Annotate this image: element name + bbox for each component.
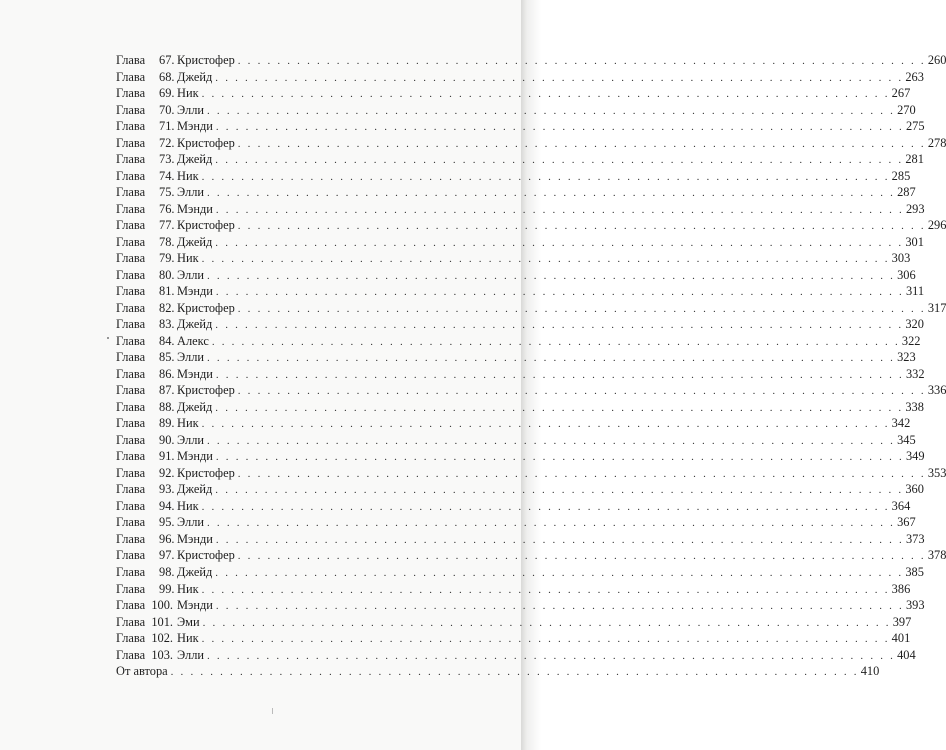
dot-leader: . . . . . . . . . . . . . . . . . . . . . . . . . . . . . . . . . . . . . . . . . . . . . . . . . . . . . . . . . . . . . . . . . . . . . . [237, 385, 926, 398]
chapter-number: 94. [159, 498, 175, 513]
dot-leader: . . . . . . . . . . . . . . . . . . . . . . . . . . . . . . . . . . . . . . . . . . . . . . . . . . . . . . . . . . . . . . . . . . . . . . [207, 104, 896, 117]
chapter-title: Джейд [177, 317, 213, 332]
chapter-title: Элли [177, 432, 205, 447]
chapter-label: Глава [116, 614, 146, 629]
chapter-title: Элли [177, 267, 205, 282]
chapter-number: 83. [159, 317, 175, 332]
chapter-number: 86. [159, 366, 175, 381]
chapter-label: Глава [116, 581, 146, 596]
toc-entry [116, 514, 916, 531]
page-number: 296 [927, 218, 946, 233]
page-number: 270 [897, 102, 916, 117]
chapter-number: 82. [159, 300, 175, 315]
chapter-label: Глава [116, 284, 146, 299]
chapter-title: Ник [177, 498, 199, 513]
chapter-title: Элли [177, 185, 205, 200]
dot-leader: . . . . . . . . . . . . . . . . . . . . . . . . . . . . . . . . . . . . . . . . . . . . . . . . . . . . . . . . . . . . . . . . . . . . . . [201, 253, 890, 266]
chapter-number: 102. [151, 631, 173, 646]
chapter-label: Глава [116, 102, 146, 117]
chapter-label: Глава [116, 168, 146, 183]
dot-leader: . . . . . . . . . . . . . . . . . . . . . . . . . . . . . . . . . . . . . . . . . . . . . . . . . . . . . . . . . . . . . . . . . . . . . . [215, 401, 904, 414]
page-number: 404 [897, 647, 916, 662]
toc-entry [116, 366, 925, 383]
chapter-title: Кристофер [177, 300, 235, 315]
chapter-label: Глава [116, 119, 146, 134]
toc-entry [116, 647, 916, 664]
dot-leader: . . . . . . . . . . . . . . . . . . . . . . . . . . . . . . . . . . . . . . . . . . . . . . . . . . . . . . . . . . . . . . . . . . . . . . [237, 220, 926, 233]
page-number: 317 [927, 300, 946, 315]
page-number: 397 [892, 614, 912, 629]
chapter-label: Глава [116, 498, 146, 513]
chapter-title: Кристофер [177, 135, 235, 150]
chapter-label: Глава [116, 185, 146, 200]
dot-leader: . . . . . . . . . . . . . . . . . . . . . . . . . . . . . . . . . . . . . . . . . . . . . . . . . . . . . . . . . . . . . . . . . . . . . . [215, 236, 904, 249]
page-number: 373 [905, 531, 925, 546]
dot-leader: . . . . . . . . . . . . . . . . . . . . . . . . . . . . . . . . . . . . . . . . . . . . . . . . . . . . . . . . . . . . . . . . . . . . . . [207, 269, 896, 282]
toc-entry [116, 184, 916, 201]
table-of-contents [116, 52, 946, 680]
toc-entry [116, 564, 924, 581]
chapter-label: Глава [116, 135, 146, 150]
toc-entry [116, 614, 912, 631]
chapter-title: Ник [177, 251, 199, 266]
toc-entry [116, 333, 921, 350]
page-number: 386 [891, 581, 911, 596]
chapter-label: Глава [116, 69, 146, 84]
dot-leader: . . . . . . . . . . . . . . . . . . . . . . . . . . . . . . . . . . . . . . . . . . . . . . . . . . . . . . . . . . . . . . . . . . . . . . [211, 335, 900, 348]
page-number: 367 [897, 515, 916, 530]
chapter-number: 78. [159, 234, 175, 249]
page-number: 293 [905, 201, 925, 216]
page-number: 378 [927, 548, 946, 563]
chapter-label: Глава [116, 598, 146, 613]
chapter-title: Мэнди [177, 366, 213, 381]
chapter-label: Глава [116, 416, 146, 431]
chapter-label: Глава [116, 449, 146, 464]
page-number: 301 [905, 234, 924, 249]
chapter-number: 89. [159, 416, 175, 431]
toc-entry [116, 267, 916, 284]
chapter-number: 95. [159, 515, 175, 530]
chapter-title: Мэнди [177, 598, 213, 613]
chapter-title: Мэнди [177, 119, 213, 134]
chapter-title: Ник [177, 581, 199, 596]
toc-entry [116, 234, 924, 251]
toc-entry [116, 52, 946, 69]
chapter-number: 97. [159, 548, 175, 563]
page-number: 345 [897, 432, 916, 447]
dot-leader: . . . . . . . . . . . . . . . . . . . . . . . . . . . . . . . . . . . . . . . . . . . . . . . . . . . . . . . . . . . . . . . . . . . . . . [201, 418, 890, 431]
page-number: 275 [905, 119, 925, 134]
page-number: 338 [905, 399, 924, 414]
page-number: 260 [927, 53, 946, 67]
chapter-title: Мэнди [177, 201, 213, 216]
toc-entry [116, 481, 924, 498]
chapter-label: Глава [116, 251, 146, 266]
page-number: 332 [905, 366, 925, 381]
toc-entry [116, 250, 911, 267]
toc-entry [116, 597, 925, 614]
page-number: 306 [897, 267, 916, 282]
dot-leader: . . . . . . . . . . . . . . . . . . . . . . . . . . . . . . . . . . . . . . . . . . . . . . . . . . . . . . . . . . . . . . . . . . . . . . [207, 517, 896, 530]
dot-leader: . . . . . . . . . . . . . . . . . . . . . . . . . . . . . . . . . . . . . . . . . . . . . . . . . . . . . . . . . . . . . . . . . . . . . . [201, 633, 890, 646]
page-number: 287 [897, 185, 916, 200]
toc-entry [116, 316, 924, 333]
chapter-number: 85. [159, 350, 175, 365]
chapter-title: Элли [177, 647, 205, 662]
chapter-number: 84. [159, 333, 175, 348]
chapter-number: 80. [159, 267, 175, 282]
chapter-number: 100. [151, 598, 173, 613]
toc-entry [116, 102, 916, 119]
page-number: 323 [897, 350, 916, 365]
chapter-title: Джейд [177, 482, 213, 497]
chapter-label: Глава [116, 218, 146, 233]
chapter-title: Кристофер [177, 465, 235, 480]
chapter-number: 93. [159, 482, 175, 497]
toc-entry [116, 498, 911, 515]
chapter-label: Глава [116, 300, 146, 315]
chapter-label: Глава [116, 564, 146, 579]
chapter-number: 70. [159, 102, 175, 117]
toc-entry [116, 349, 916, 366]
toc-entry [116, 531, 925, 548]
chapter-label: Глава [116, 267, 146, 282]
margin-mark [107, 337, 109, 339]
chapter-number: 88. [159, 399, 175, 414]
dot-leader: . . . . . . . . . . . . . . . . . . . . . . . . . . . . . . . . . . . . . . . . . . . . . . . . . . . . . . . . . . . . . . . . . . . . . . [201, 583, 890, 596]
dot-leader: . . . . . . . . . . . . . . . . . . . . . . . . . . . . . . . . . . . . . . . . . . . . . . . . . . . . . . . . . . . . . . . . . . . . . . [215, 368, 904, 381]
toc-entry-afterword [116, 663, 880, 680]
chapter-label: Глава [116, 366, 146, 381]
toc-entry [116, 69, 924, 86]
dot-leader: . . . . . . . . . . . . . . . . . . . . . . . . . . . . . . . . . . . . . . . . . . . . . . . . . . . . . . . . . . . . . . . . . . . . . . [207, 434, 896, 447]
chapter-label: Глава [116, 201, 146, 216]
chapter-title: Элли [177, 515, 205, 530]
chapter-label: Глава [116, 234, 146, 249]
chapter-title: Элли [177, 350, 205, 365]
chapter-title: Джейд [177, 564, 213, 579]
chapter-number: 98. [159, 564, 175, 579]
dot-leader: . . . . . . . . . . . . . . . . . . . . . . . . . . . . . . . . . . . . . . . . . . . . . . . . . . . . . . . . . . . . . . . . . . . . . . [215, 154, 904, 167]
chapter-number: 76. [159, 201, 175, 216]
chapter-label: Глава [116, 531, 146, 546]
page-number: 401 [891, 631, 911, 646]
dot-leader: . . . . . . . . . . . . . . . . . . . . . . . . . . . . . . . . . . . . . . . . . . . . . . . . . . . . . . . . . . . . . . . . . . . . . . [237, 467, 926, 480]
dot-leader: . . . . . . . . . . . . . . . . . . . . . . . . . . . . . . . . . . . . . . . . . . . . . . . . . . . . . . . . . . . . . . . . . . . . . . [237, 550, 926, 563]
paper-fleck [272, 708, 273, 714]
chapter-number: 79. [159, 251, 175, 266]
chapter-title: Алекс [177, 333, 209, 348]
dot-leader: . . . . . . . . . . . . . . . . . . . . . . . . . . . . . . . . . . . . . . . . . . . . . . . . . . . . . . . . . . . . . . . . . . . . . . [215, 533, 904, 546]
chapter-number: 92. [159, 465, 175, 480]
dot-leader: . . . . . . . . . . . . . . . . . . . . . . . . . . . . . . . . . . . . . . . . . . . . . . . . . . . . . . . . . . . . . . . . . . . . . . [215, 286, 904, 299]
chapter-number: 67. [159, 53, 175, 67]
chapter-title: Кристофер [177, 548, 235, 563]
toc-entry [116, 399, 924, 416]
toc-entry [116, 85, 911, 102]
chapter-title: Мэнди [177, 531, 213, 546]
chapter-title: Джейд [177, 234, 213, 249]
toc-entry [116, 168, 911, 185]
chapter-label: Глава [116, 432, 146, 447]
dot-leader: . . . . . . . . . . . . . . . . . . . . . . . . . . . . . . . . . . . . . . . . . . . . . . . . . . . . . . . . . . . . . . . . . . . . . . [202, 616, 891, 629]
chapter-title: Джейд [177, 152, 213, 167]
page-number: 285 [891, 168, 911, 183]
chapter-number: 103. [151, 647, 173, 662]
afterword-title: От автора [116, 664, 168, 679]
dot-leader: . . . . . . . . . . . . . . . . . . . . . . . . . . . . . . . . . . . . . . . . . . . . . . . . . . . . . . . . . . . . . . . . . . . . . . [215, 121, 904, 134]
chapter-number: 75. [159, 185, 175, 200]
chapter-title: Эми [177, 614, 200, 629]
chapter-number: 73. [159, 152, 175, 167]
toc-entry [116, 465, 946, 482]
toc-entry [116, 581, 911, 598]
chapter-number: 69. [159, 86, 175, 101]
dot-leader: . . . . . . . . . . . . . . . . . . . . . . . . . . . . . . . . . . . . . . . . . . . . . . . . . . . . . . . . . . . . . . . . . . . . . . [201, 170, 890, 183]
dot-leader: . . . . . . . . . . . . . . . . . . . . . . . . . . . . . . . . . . . . . . . . . . . . . . . . . . . . . . . . . . . . . . . . . . . . . . [201, 500, 890, 513]
page-number: 322 [901, 333, 921, 348]
chapter-label: Глава [116, 399, 146, 414]
page-number: 410 [860, 664, 880, 679]
dot-leader: . . . . . . . . . . . . . . . . . . . . . . . . . . . . . . . . . . . . . . . . . . . . . . . . . . . . . . . . . . . . . . . . . . . . . . [215, 566, 904, 579]
page-number: 320 [905, 317, 924, 332]
page-number: 267 [891, 86, 911, 101]
chapter-title: Ник [177, 86, 199, 101]
chapter-number: 101. [151, 614, 173, 629]
chapter-number: 77. [159, 218, 175, 233]
dot-leader: . . . . . . . . . . . . . . . . . . . . . . . . . . . . . . . . . . . . . . . . . . . . . . . . . . . . . . . . . . . . . . . . . . . . . . [207, 649, 896, 662]
dot-leader: . . . . . . . . . . . . . . . . . . . . . . . . . . . . . . . . . . . . . . . . . . . . . . . . . . . . . . . . . . . . . . . . . . . . . . [215, 484, 904, 497]
chapter-label: Глава [116, 350, 146, 365]
chapter-number: 90. [159, 432, 175, 447]
chapter-title: Ник [177, 631, 199, 646]
chapter-label: Глава [116, 152, 146, 167]
dot-leader: . . . . . . . . . . . . . . . . . . . . . . . . . . . . . . . . . . . . . . . . . . . . . . . . . . . . . . . . . . . . . . . . . . . . . . [215, 600, 904, 613]
dot-leader: . . . . . . . . . . . . . . . . . . . . . . . . . . . . . . . . . . . . . . . . . . . . . . . . . . . . . . . . . . . . . . . . . . . . . . [170, 666, 859, 679]
chapter-title: Джейд [177, 69, 213, 84]
page-number: 278 [927, 135, 946, 150]
chapter-label: Глава [116, 631, 146, 646]
page-number: 349 [905, 449, 925, 464]
toc-entry [116, 432, 916, 449]
toc-entry [116, 300, 946, 317]
chapter-label: Глава [116, 383, 146, 398]
toc-entry [116, 415, 911, 432]
chapter-title: Джейд [177, 399, 213, 414]
toc-entry [116, 382, 946, 399]
chapter-label: Глава [116, 465, 146, 480]
toc-entry [116, 135, 946, 152]
chapter-label: Глава [116, 482, 146, 497]
chapter-title: Мэнди [177, 284, 213, 299]
chapter-title: Кристофер [177, 53, 235, 67]
chapter-title: Кристофер [177, 383, 235, 398]
toc-entry [116, 151, 924, 168]
dot-leader: . . . . . . . . . . . . . . . . . . . . . . . . . . . . . . . . . . . . . . . . . . . . . . . . . . . . . . . . . . . . . . . . . . . . . . [237, 55, 926, 67]
page-number: 364 [891, 498, 911, 513]
dot-leader: . . . . . . . . . . . . . . . . . . . . . . . . . . . . . . . . . . . . . . . . . . . . . . . . . . . . . . . . . . . . . . . . . . . . . . [215, 71, 904, 84]
chapter-label: Глава [116, 53, 146, 67]
page-number: 263 [905, 69, 924, 84]
chapter-number: 71. [159, 119, 175, 134]
page-number: 342 [891, 416, 911, 431]
page-number: 311 [905, 284, 925, 299]
page-number: 393 [905, 598, 925, 613]
page-number: 336 [927, 383, 946, 398]
toc-entry [116, 547, 946, 564]
chapter-label: Глава [116, 515, 146, 530]
page-number: 385 [905, 564, 924, 579]
chapter-label: Глава [116, 647, 146, 662]
toc-entry [116, 118, 925, 135]
chapter-number: 91. [159, 449, 175, 464]
dot-leader: . . . . . . . . . . . . . . . . . . . . . . . . . . . . . . . . . . . . . . . . . . . . . . . . . . . . . . . . . . . . . . . . . . . . . . [207, 187, 896, 200]
chapter-number: 81. [159, 284, 175, 299]
chapter-label: Глава [116, 317, 146, 332]
chapter-label: Глава [116, 548, 146, 563]
toc-entry [116, 201, 925, 218]
toc-entry [116, 283, 925, 300]
chapter-number: 96. [159, 531, 175, 546]
chapter-number: 99. [159, 581, 175, 596]
toc-entry [116, 630, 911, 647]
chapter-number: 68. [159, 69, 175, 84]
page-number: 360 [905, 482, 924, 497]
toc-entry [116, 448, 925, 465]
dot-leader: . . . . . . . . . . . . . . . . . . . . . . . . . . . . . . . . . . . . . . . . . . . . . . . . . . . . . . . . . . . . . . . . . . . . . . [215, 319, 904, 332]
chapter-number: 74. [159, 168, 175, 183]
chapter-title: Элли [177, 102, 205, 117]
dot-leader: . . . . . . . . . . . . . . . . . . . . . . . . . . . . . . . . . . . . . . . . . . . . . . . . . . . . . . . . . . . . . . . . . . . . . . [201, 88, 890, 101]
page-number: 281 [905, 152, 924, 167]
chapter-title: Мэнди [177, 449, 213, 464]
chapter-title: Ник [177, 416, 199, 431]
page-number: 303 [891, 251, 911, 266]
chapter-number: 72. [159, 135, 175, 150]
chapter-label: Глава [116, 333, 146, 348]
page-number: 353 [927, 465, 946, 480]
chapter-title: Ник [177, 168, 199, 183]
toc-entry [116, 217, 946, 234]
chapter-title: Кристофер [177, 218, 235, 233]
dot-leader: . . . . . . . . . . . . . . . . . . . . . . . . . . . . . . . . . . . . . . . . . . . . . . . . . . . . . . . . . . . . . . . . . . . . . . [237, 137, 926, 150]
dot-leader: . . . . . . . . . . . . . . . . . . . . . . . . . . . . . . . . . . . . . . . . . . . . . . . . . . . . . . . . . . . . . . . . . . . . . . [215, 203, 904, 216]
dot-leader: . . . . . . . . . . . . . . . . . . . . . . . . . . . . . . . . . . . . . . . . . . . . . . . . . . . . . . . . . . . . . . . . . . . . . . [215, 451, 904, 464]
dot-leader: . . . . . . . . . . . . . . . . . . . . . . . . . . . . . . . . . . . . . . . . . . . . . . . . . . . . . . . . . . . . . . . . . . . . . . [237, 302, 926, 315]
chapter-label: Глава [116, 86, 146, 101]
chapter-number: 87. [159, 383, 175, 398]
dot-leader: . . . . . . . . . . . . . . . . . . . . . . . . . . . . . . . . . . . . . . . . . . . . . . . . . . . . . . . . . . . . . . . . . . . . . . [207, 352, 896, 365]
